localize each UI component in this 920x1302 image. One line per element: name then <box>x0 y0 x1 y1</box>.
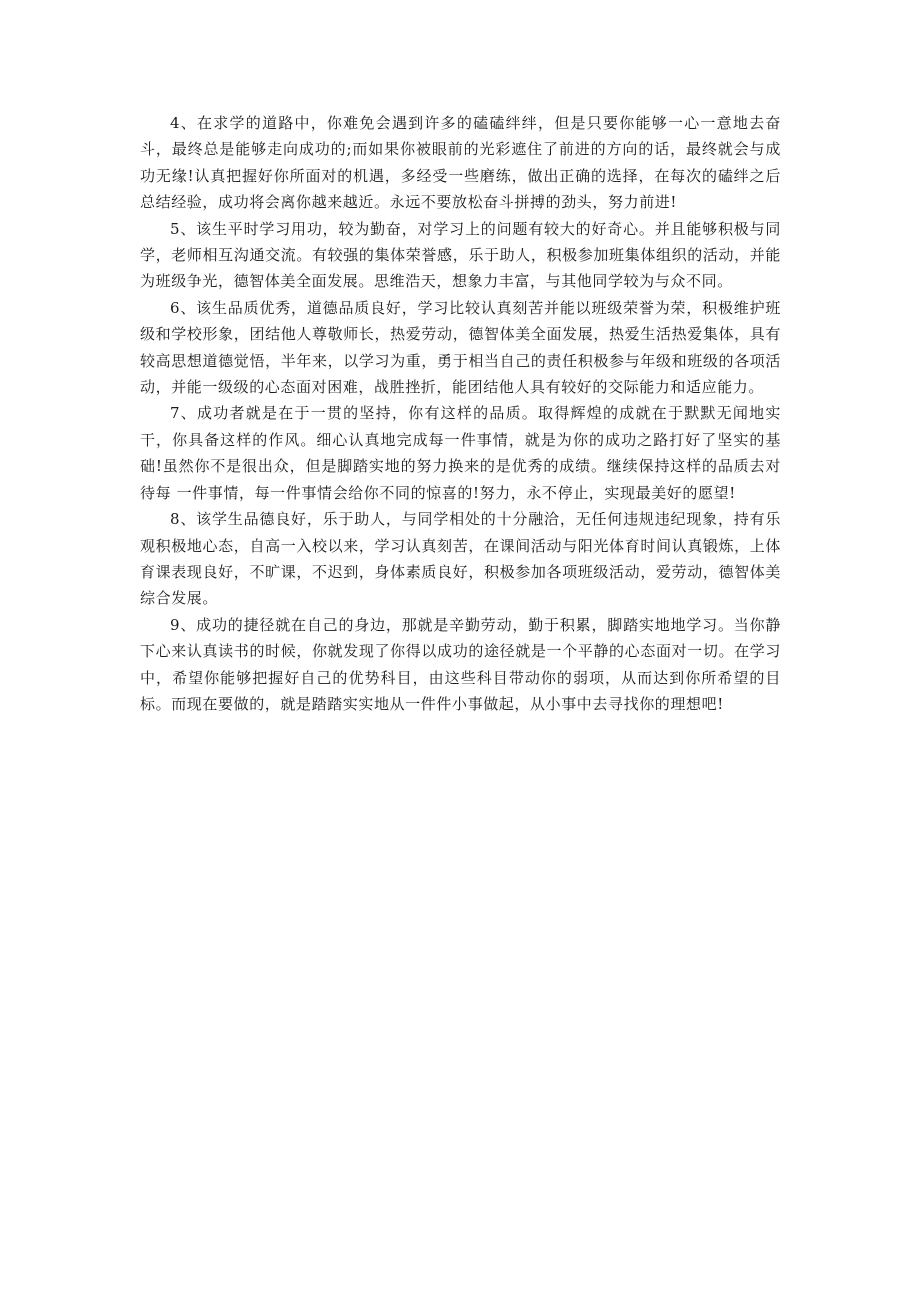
paragraph-7: 7、成功者就是在于一贯的坚持，你有这样的品质。取得辉煌的成就在于默默无闻地实干，你具备这样的作风。细心认真地完成每一件事情，就是为你的成功之路打好了坚实的基础!虽然你不是很出众，但是脚踏实地的努力换来的是优秀的成绩。继续保持这样的品质去对待每 一件事情，每一件事情会给你不同的惊喜的!努力，永不停止，实现最美好的愿望! <box>140 404 781 502</box>
paragraph-5: 5、该生平时学习用功，较为勤奋，对学习上的问题有较大的好奇心。并且能够积极与同学，老师相互沟通交流。有较强的集体荣誉感，乐于助人，积极参加班集体组织的活动，并能为班级争光，德智体美全面发展。思维浩天，想象力丰富，与其他同学较为与众不同。 <box>140 219 781 291</box>
document-body <box>140 110 781 717</box>
paragraph-9: 9、成功的捷径就在自己的身边，那就是辛勤劳动，勤于积累，脚踏实地地学习。当你静下心来认真读书的时候，你就发现了你得以成功的途径就是一个平静的心态面对一切。在学习中，希望你能够把握好自己的优势科目，由这些科目带动你的弱项，从而达到你所希望的目标。而现在要做的，就是踏踏实实地从一件件小事做起，从小事中去寻找你的理想吧! <box>140 615 781 713</box>
paragraph-4: 4、在求学的道路中，你难免会遇到许多的磕磕绊绊，但是只要你能够一心一意地去奋斗，最终总是能够走向成功的;而如果你被眼前的光彩遮住了前进的方向的话，最终就会与成功无缘!认真把握好你所面对的机遇，多经受一些磨练，做出正确的选择，在每次的磕绊之后总结经验，成功将会离你越来越近。永远不要放松奋斗拼搏的劲头，努力前进! <box>140 114 781 212</box>
paragraph-8: 8、该学生品德良好，乐于助人，与同学相处的十分融洽，无任何违规违纪现象，持有乐观积极地心态，自高一入校以来，学习认真刻苦，在课间活动与阳光体育时间认真锻炼，上体育课表现良好，不旷课，不迟到，身体素质良好，积极参加各项班级活动，爱劳动，德智体美综合发展。 <box>140 510 781 608</box>
paragraph-6: 6、该生品质优秀，道德品质良好，学习比较认真刻苦并能以班级荣誉为荣，积极维护班级和学校形象，团结他人尊敬师长，热爱劳动，德智体美全面发展，热爱生活热爱集体，具有较高思想道德觉悟，半年来，以学习为重，勇于相当自己的责任积极参与年级和班级的各项活动，并能一级级的心态面对困难，战胜挫折，能团结他人具有较好的交际能力和适应能力。 <box>140 298 781 397</box>
